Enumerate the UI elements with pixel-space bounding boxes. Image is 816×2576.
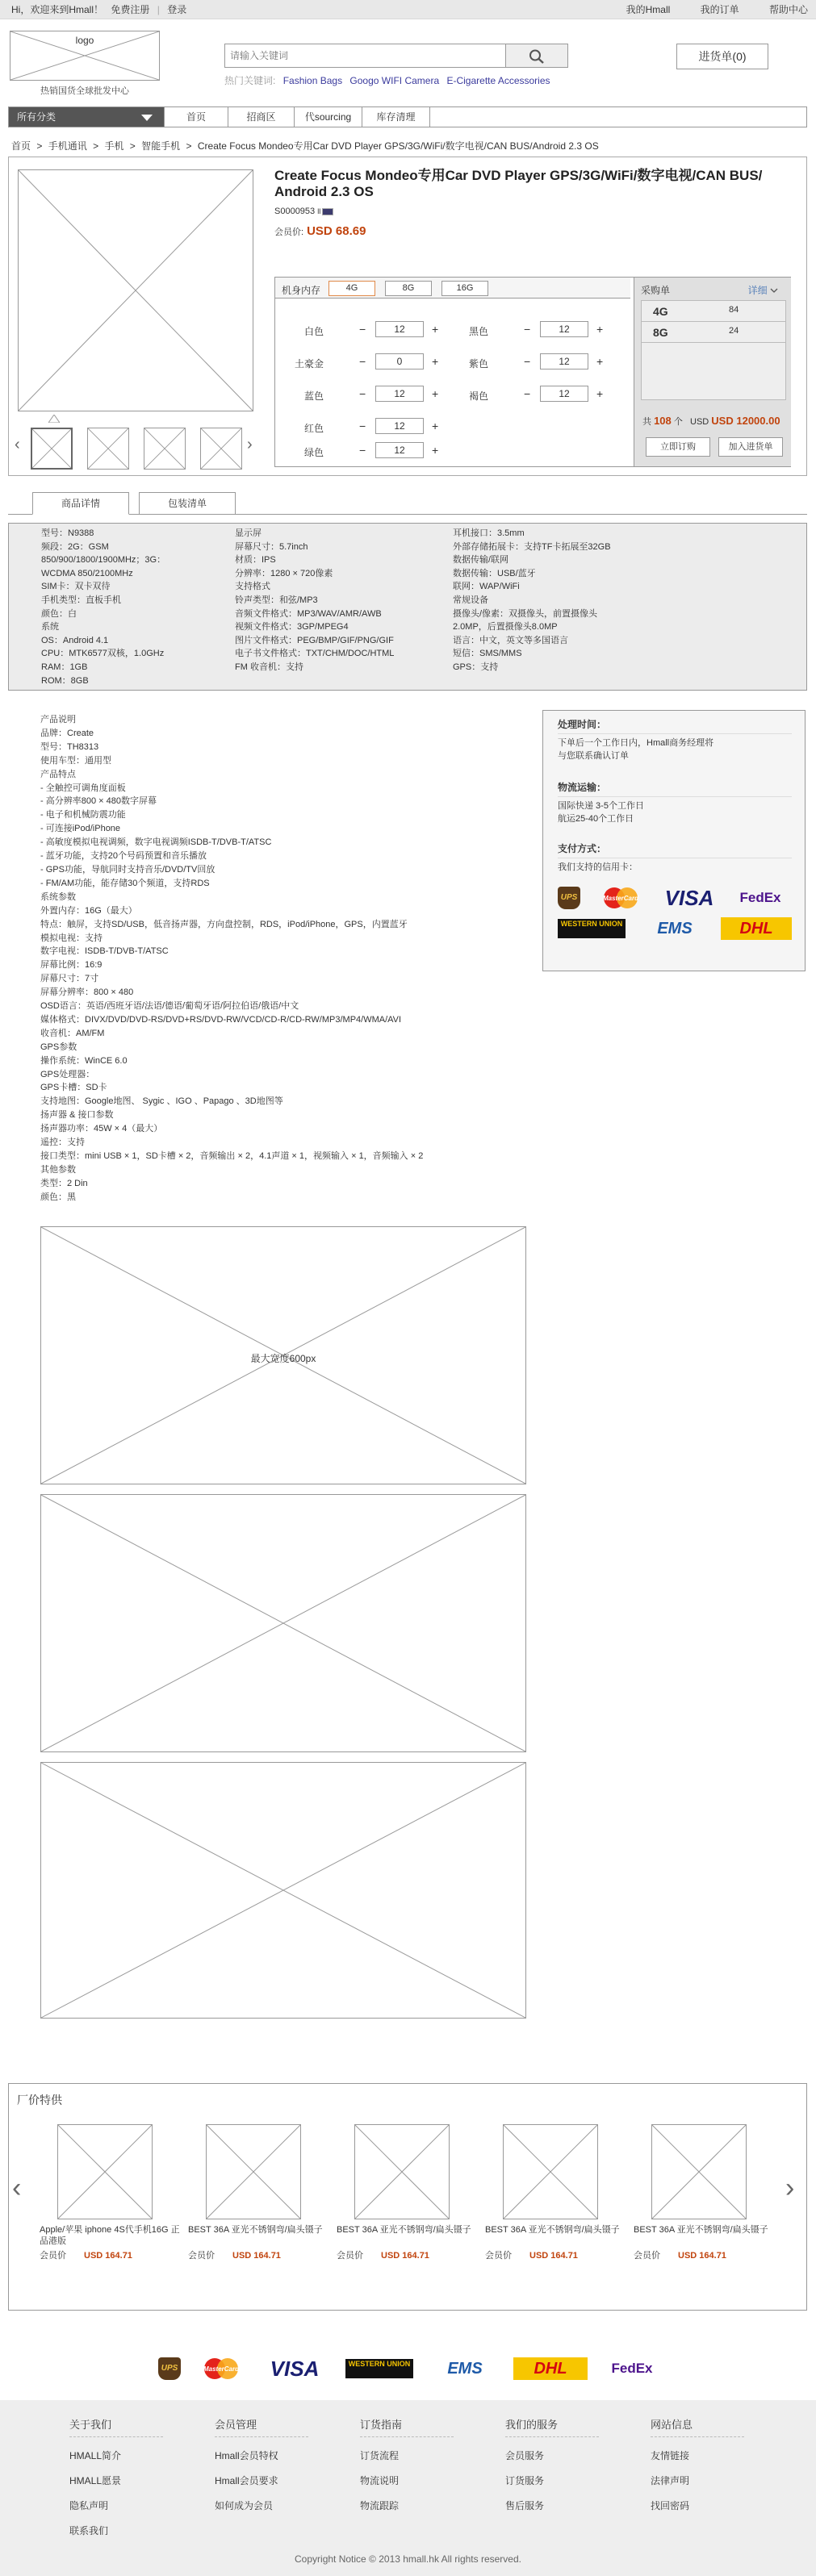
my-orders-link[interactable]: 我的订单 [700, 4, 739, 15]
description-line: 接口类型：mini USB × 1，SD卡槽 × 2，音频输出 × 2，4.1声道 × 1，视频输入 × 1，音频输入 × 2 [40, 1151, 424, 1161]
cart-button[interactable]: 进货单(0) [676, 44, 768, 69]
footer-link[interactable]: 订货流程 [360, 2450, 400, 2461]
search-icon [529, 49, 545, 64]
footer-link[interactable]: 会员服务 [505, 2450, 545, 2461]
copyright: Copyright Notice © 2013 hmall.hk All rights reserved. [295, 2553, 521, 2565]
breadcrumb-current: Create Focus Mondeo专用Car DVD Player GPS/3G/WiFi/数字电视/CAN BUS/Android 2.3 OS [197, 140, 599, 152]
spec-item: 图片文件格式：PEG/BMP/GIF/PNG/GIF [235, 635, 394, 645]
footer-column [69, 2416, 174, 2549]
carousel-prev-arrow-icon[interactable]: ‹ [12, 2173, 22, 2203]
breadcrumb-item[interactable]: 智能手机 [141, 140, 181, 152]
description-line: 系统参数 [40, 891, 76, 902]
thumb-prev-arrow-icon[interactable]: ‹ [15, 436, 20, 453]
footer-link[interactable]: 隐私声明 [69, 2500, 109, 2511]
quantity-input[interactable]: 12 [375, 321, 424, 337]
spec-item: WCDMA 850/2100MHz [41, 568, 133, 578]
fedex-logo: FedEx [611, 2361, 653, 2376]
footer [0, 2400, 816, 2576]
fedex-logo: FedEx [739, 890, 781, 905]
price-value: USD 68.69 [307, 224, 366, 238]
spec-item: 数据传输/联网 [453, 555, 509, 566]
factory-product-price: 会员价 USD 164.71 [337, 2251, 429, 2261]
factory-title: 厂价特供 [17, 2094, 62, 2106]
quantity-input[interactable]: 12 [375, 386, 424, 402]
spec-item: 音频文件格式：MP3/WAV/AMR/AWB [235, 608, 382, 619]
description-line: 产品说明 [40, 715, 76, 724]
description-line: - 全触控可调角度面板 [40, 783, 126, 793]
spec-item: 分辨率：1280 × 720像素 [235, 568, 333, 578]
minus-button[interactable]: − [359, 444, 366, 457]
list-item: 4G 84 [642, 301, 785, 322]
process-time-text: 下单后一个工作日内，Hmall商务经理将 与您联系确认订单 [558, 738, 714, 761]
ups-logo: UPS [158, 2357, 181, 2380]
factory-product-name[interactable]: BEST 36A 亚光不锈钢弯/扁头镊子 [634, 2225, 768, 2235]
memory-label: 机身内存 [282, 285, 321, 296]
product-sku: S0000953 ll [274, 207, 333, 216]
description-line: 型号：TH8313 [40, 741, 99, 752]
spec-item: 支持格式 [235, 582, 270, 592]
visa-logo: VISA [664, 886, 714, 910]
description-image [40, 1762, 526, 2019]
footer-link[interactable]: 售后服务 [505, 2500, 545, 2511]
quantity-input[interactable]: 12 [540, 386, 588, 402]
minus-button[interactable]: − [359, 355, 366, 368]
nav-item-investment[interactable]: 招商区 [228, 107, 295, 127]
minus-button[interactable]: − [359, 420, 366, 432]
spec-item: ROM：8GB [41, 675, 89, 686]
process-time-title: 处理时间： [558, 719, 607, 730]
spec-item: 显示屏 [235, 528, 262, 538]
quantity-input[interactable]: 12 [375, 418, 424, 434]
carousel-next-arrow-icon[interactable]: › [785, 2173, 795, 2203]
spec-item: 铃声类型：和弦/MP3 [235, 595, 318, 605]
welcome-text: Hi，欢迎来到Hmall！ [11, 4, 104, 15]
spec-item: RAM：1GB [41, 662, 88, 672]
memory-option-16g[interactable]: 16G [441, 281, 488, 296]
product-thumbnail[interactable] [144, 428, 186, 470]
logistics-text: 国际快递 3-5个工作日 航运25-40个工作日 [558, 801, 644, 824]
spec-item: 系统 [41, 622, 59, 633]
footer-column [505, 2416, 610, 2524]
nav-item-home[interactable]: 首页 [164, 107, 228, 127]
spec-item: 手机类型：直板手机 [41, 595, 121, 605]
factory-product-name[interactable]: Apple/苹果 iphone 4S代手机16G 正品港版 [40, 2225, 180, 2246]
thumb-pointer-icon [48, 415, 60, 423]
quantity-input[interactable]: 0 [375, 353, 424, 369]
thumb-next-arrow-icon[interactable]: › [247, 436, 253, 453]
plus-button[interactable]: + [432, 323, 439, 336]
search-input[interactable] [225, 44, 516, 67]
description-line: 屏幕比例：16:9 [40, 960, 103, 971]
nav-item-sourcing[interactable]: 代sourcing [295, 107, 362, 127]
description-line: 屏幕尺寸：7寸 [40, 974, 99, 984]
spec-item: SIM卡：双卡双待 [41, 582, 111, 592]
minus-button[interactable]: − [524, 387, 531, 400]
plus-button[interactable]: + [596, 355, 604, 368]
description-line: 特点：触屏，支持SD/USB，低音扬声器，方向盘控制，RDS，iPod/iPhone，GPS，内置蓝牙 [40, 919, 408, 929]
login-link[interactable]: 登录 [167, 4, 187, 15]
footer-column [360, 2416, 465, 2524]
footer-link[interactable]: Hmall会员要求 [215, 2475, 278, 2486]
spec-item: GPS：支持 [453, 662, 499, 672]
factory-product-image[interactable] [503, 2124, 598, 2219]
minus-button[interactable]: − [359, 323, 366, 336]
spec-item: 频段：2G：GSM [41, 541, 109, 552]
plus-button[interactable]: + [596, 387, 604, 400]
product-price: 会员价: USD 68.69 [274, 224, 366, 238]
description-line: 产品特点 [40, 769, 76, 779]
spec-item: OS：Android 4.1 [41, 635, 109, 645]
minus-button[interactable]: − [524, 355, 531, 368]
product-main-image[interactable] [18, 169, 253, 411]
description-line: 外置内存：16G（最大） [40, 905, 137, 916]
hot-keywords-label: 热门关键词: [224, 75, 276, 86]
tab-packing-list[interactable]: 包装清单 [139, 492, 236, 515]
plus-button[interactable]: + [432, 420, 439, 432]
spec-item: 850/900/1800/1900MHz；3G： [41, 555, 166, 566]
ems-logo: EMS [447, 2360, 483, 2378]
spec-item: 语言：中文，英文等多国语言 [453, 635, 568, 645]
spec-column [41, 527, 165, 687]
footer-column [651, 2416, 755, 2524]
footer-column [215, 2416, 320, 2524]
spec-item: 颜色：白 [41, 608, 77, 619]
footer-column-title: 订货指南 [360, 2416, 454, 2437]
my-hmall-link[interactable]: 我的Hmall [626, 4, 671, 15]
spec-column [235, 527, 394, 674]
plus-button[interactable]: + [596, 323, 604, 336]
memory-option-8g[interactable]: 8G [385, 281, 432, 296]
spec-item: 2.0MP，后置摄像头8.0MP [453, 622, 558, 633]
payment-text: 我们支持的信用卡： [558, 862, 638, 872]
factory-product-price: 会员价 USD 164.71 [634, 2251, 726, 2261]
order-now-button[interactable]: 立即订购 [646, 437, 710, 457]
breadcrumb-item[interactable]: 手机 [104, 140, 124, 152]
footer-link[interactable]: 友情链接 [651, 2450, 690, 2461]
factory-product-image[interactable] [206, 2124, 301, 2219]
breadcrumb: 首页 > 手机通讯 > 手机 > 智能手机 > Create Focus Mondeo专用Car DVD Player GPS/3G/WiFi/数字电视/CAN BUS/Android 2.3 OS [11, 140, 599, 152]
description-line: - 高分辨率800 × 480数字屏幕 [40, 796, 157, 807]
product-thumbnail[interactable] [200, 428, 242, 470]
hot-keyword-link[interactable]: Fashion Bags [282, 75, 343, 86]
description-line: 扬声器 & 接口参数 [40, 1110, 114, 1121]
hot-keyword-link[interactable]: E-Cigarette Accessories [446, 75, 550, 86]
product-description [40, 713, 533, 1204]
image-width-label: 最大宽度600px [250, 1353, 316, 1364]
chevron-down-icon [141, 115, 153, 121]
add-to-cart-button[interactable]: 加入进货单 [718, 437, 783, 457]
quantity-input[interactable]: 12 [540, 353, 588, 369]
ems-logo: EMS [657, 920, 693, 937]
purchase-list-panel [634, 278, 791, 466]
factory-product-image[interactable] [651, 2124, 747, 2219]
purchase-total: 共 108 个 USD USD 12000.00 [642, 415, 780, 427]
breadcrumb-item[interactable]: 首页 [11, 140, 31, 152]
footer-link[interactable]: 找回密码 [651, 2500, 690, 2511]
logo-subtitle: 热销国货全球批发中心 [40, 86, 129, 96]
product-thumbnail[interactable] [87, 428, 129, 470]
svg-text:MasterCard: MasterCard [602, 895, 639, 902]
hot-keyword-link[interactable]: Googo WIFI Camera [349, 75, 440, 86]
spec-item: 数据传输：USB/蓝牙 [453, 568, 536, 578]
mastercard-logo [199, 2357, 244, 2380]
description-line: 使用车型：通用型 [40, 755, 111, 766]
factory-product-name[interactable]: BEST 36A 亚光不锈钢弯/扁头镊子 [337, 2225, 471, 2235]
description-line: - 电子和机械防震功能 [40, 810, 126, 820]
factory-specials [8, 2083, 807, 2311]
footer-column-title: 我们的服务 [505, 2416, 599, 2437]
description-line: 颜色：黑 [40, 1192, 76, 1202]
description-line: GPS参数 [40, 1042, 77, 1052]
main-nav [8, 106, 807, 127]
all-categories-menu[interactable] [9, 107, 164, 127]
top-bar: Hi，欢迎来到Hmall！ 免费注册 | 登录 我的Hmall 我的订单 帮助中心 [0, 0, 816, 19]
description-line: 类型：2 Din [40, 1178, 88, 1188]
spec-item: 材质：IPS [235, 555, 276, 566]
footer-column-title: 关于我们 [69, 2416, 163, 2437]
description-image [40, 1226, 526, 1484]
description-image [40, 1494, 526, 1752]
minus-button[interactable]: − [524, 323, 531, 336]
description-line: 其他参数 [40, 1164, 76, 1175]
footer-link[interactable]: 法律声明 [651, 2475, 690, 2486]
western-union-logo: WESTERN UNION [558, 919, 626, 938]
search-button[interactable] [505, 44, 568, 68]
hot-keywords [224, 73, 550, 87]
footer-link[interactable]: 联系我们 [69, 2525, 109, 2536]
search-bar [224, 44, 568, 68]
factory-product-image[interactable] [354, 2124, 450, 2219]
nav-item-clearance[interactable]: 库存清理 [362, 107, 430, 127]
chevron-down-icon [770, 288, 778, 294]
description-line: OSD语言：英语/西班牙语/法语/德语/葡萄牙语/阿拉伯语/俄语/中文 [40, 1001, 299, 1012]
footer-link[interactable]: HMALL愿景 [69, 2475, 122, 2486]
spec-item: 视频文件格式：3GP/MPEG4 [235, 622, 349, 633]
logo-text: logo [75, 35, 94, 46]
product-title: Create Focus Mondeo专用Car DVD Player GPS/3G/WiFi/数字电视/CAN BUS/ Android 2.3 OS [274, 168, 763, 199]
dhl-logo: DHL [721, 917, 792, 940]
factory-product-price: 会员价 USD 164.71 [485, 2251, 578, 2261]
list-item: 8G 24 [642, 322, 785, 343]
spec-table [8, 523, 807, 691]
memory-option-4g[interactable]: 4G [328, 281, 375, 296]
minus-button[interactable]: − [359, 387, 366, 400]
dhl-logo: DHL [513, 2357, 588, 2380]
factory-product-name[interactable]: BEST 36A 亚光不锈钢弯/扁头镊子 [188, 2225, 323, 2235]
description-line: 遥控：支持 [40, 1138, 85, 1148]
description-line: 操作系统：WinCE 6.0 [40, 1055, 128, 1066]
spec-item: 型号：N9388 [41, 528, 94, 538]
factory-product-image[interactable] [57, 2124, 153, 2219]
factory-product-price: 会员价 USD 164.71 [188, 2251, 281, 2261]
visa-logo: VISA [270, 2357, 320, 2381]
factory-product-price: 会员价 USD 164.71 [40, 2251, 132, 2261]
spec-item: CPU：MTK6577双核，1.0GHz [41, 649, 165, 659]
description-line: 品牌：Create [40, 728, 94, 738]
spec-item: 摄像头/像素：双摄像头，前置摄像头 [453, 608, 598, 619]
spec-item: FM 收音机：支持 [235, 662, 303, 672]
footer-link[interactable]: 如何成为会员 [215, 2500, 274, 2511]
help-center-link[interactable]: 帮助中心 [768, 4, 808, 15]
service-info-panel [542, 710, 806, 971]
description-line: - GPS功能，导航同时支持音乐/DVD/TV回放 [40, 864, 216, 875]
description-line: 屏幕分辨率：800 × 480 [40, 987, 134, 998]
description-line: 扬声器功率：45W × 4（最大） [40, 1124, 163, 1134]
footer-column-title: 会员管理 [215, 2416, 308, 2437]
all-categories-label: 所有分类 [17, 111, 56, 123]
description-line: GPS处理器： [40, 1069, 95, 1079]
description-line: - 蓝牙功能，支持20个号码预置和音乐播放 [40, 851, 207, 862]
purchase-list-title: 采购单 [641, 285, 671, 296]
footer-link[interactable]: Hmall会员特权 [215, 2450, 278, 2461]
quantity-input[interactable]: 12 [540, 321, 588, 337]
spec-item: 常规设备 [453, 595, 488, 605]
spec-item: 短信：SMS/MMS [453, 649, 522, 659]
breadcrumb-item[interactable]: 手机通讯 [48, 140, 87, 152]
footer-link[interactable]: 订货服务 [505, 2475, 545, 2486]
spec-item: 电子书文件格式：TXT/CHM/DOC/HTML [235, 649, 395, 659]
product-thumbnail[interactable] [31, 428, 73, 470]
plus-button[interactable]: + [432, 387, 439, 400]
description-line: - 高敏度模拟电视调频，数字电视调频ISDB-T/DVB-T/ATSC [40, 837, 272, 848]
purchase-options: 机身内存 4G 8G 16G 白色 − 12 + 黑色 − 12 + 土豪金 − 0 + 紫色 − 12 + 蓝色 − 12 + 褐色 − 12 + 红色 − 12 + 绿色 − 12 + 采购单 详细 4G 84 8G 24 共 108 个 USD USD 12000.00 立即订购 加入进货单 [274, 277, 791, 467]
spec-item: 屏幕尺寸：5.7inch [235, 541, 308, 552]
footer-link[interactable]: HMALL简介 [69, 2450, 122, 2461]
description-line: GPS卡槽：SD卡 [40, 1083, 107, 1093]
description-line: 数字电视：ISDB-T/DVB-T/ATSC [40, 946, 169, 957]
ups-logo: UPS [558, 887, 580, 909]
mastercard-logo [598, 887, 643, 909]
western-union-logo: WESTERN UNION [345, 2359, 413, 2378]
footer-link[interactable]: 物流跟踪 [360, 2500, 400, 2511]
description-line: - FM/AM功能，能存储30个频道，支持RDS [40, 878, 210, 888]
quantity-input[interactable]: 12 [375, 442, 424, 458]
description-line: 支持地图：Google地图、 Sygic 、IGO 、Papago 、3D地图等 [40, 1096, 283, 1107]
purchase-list [641, 300, 786, 400]
spec-item: 耳机接口：3.5mm [453, 528, 525, 538]
plus-button[interactable]: + [432, 355, 439, 368]
footer-column-title: 网站信息 [651, 2416, 744, 2437]
purchase-detail-link[interactable]: 详细 [748, 283, 778, 297]
payment-logo-strip [0, 2346, 816, 2394]
us-flag-icon [322, 208, 333, 215]
factory-product-name[interactable]: BEST 36A 亚光不锈钢弯/扁头镊子 [485, 2225, 620, 2235]
description-line: 收音机：AM/FM [40, 1028, 105, 1038]
plus-button[interactable]: + [432, 444, 439, 457]
spec-item: 联网：WAP/WiFi [453, 582, 520, 592]
tab-product-details[interactable]: 商品详情 [32, 492, 129, 515]
footer-link[interactable]: 物流说明 [360, 2475, 400, 2486]
spec-column [453, 527, 611, 674]
description-line: - 可连接iPod/iPhone [40, 824, 121, 834]
description-line: 模拟电视：支持 [40, 933, 103, 943]
logo[interactable] [10, 31, 160, 81]
register-link[interactable]: 免费注册 [111, 4, 150, 15]
spec-item: 外部存储拓展卡：支持TF卡拓展至32GB [453, 541, 611, 552]
svg-text:MasterCard: MasterCard [203, 2365, 240, 2373]
logistics-title: 物流运输： [558, 782, 607, 793]
payment-title: 支付方式： [558, 843, 607, 854]
description-line: 媒体格式：DIVX/DVD/DVD-RS/DVD+RS/DVD-RW/VCD/CD-R/CD-RW/MP3/MP4/WMA/AVI [40, 1014, 402, 1025]
